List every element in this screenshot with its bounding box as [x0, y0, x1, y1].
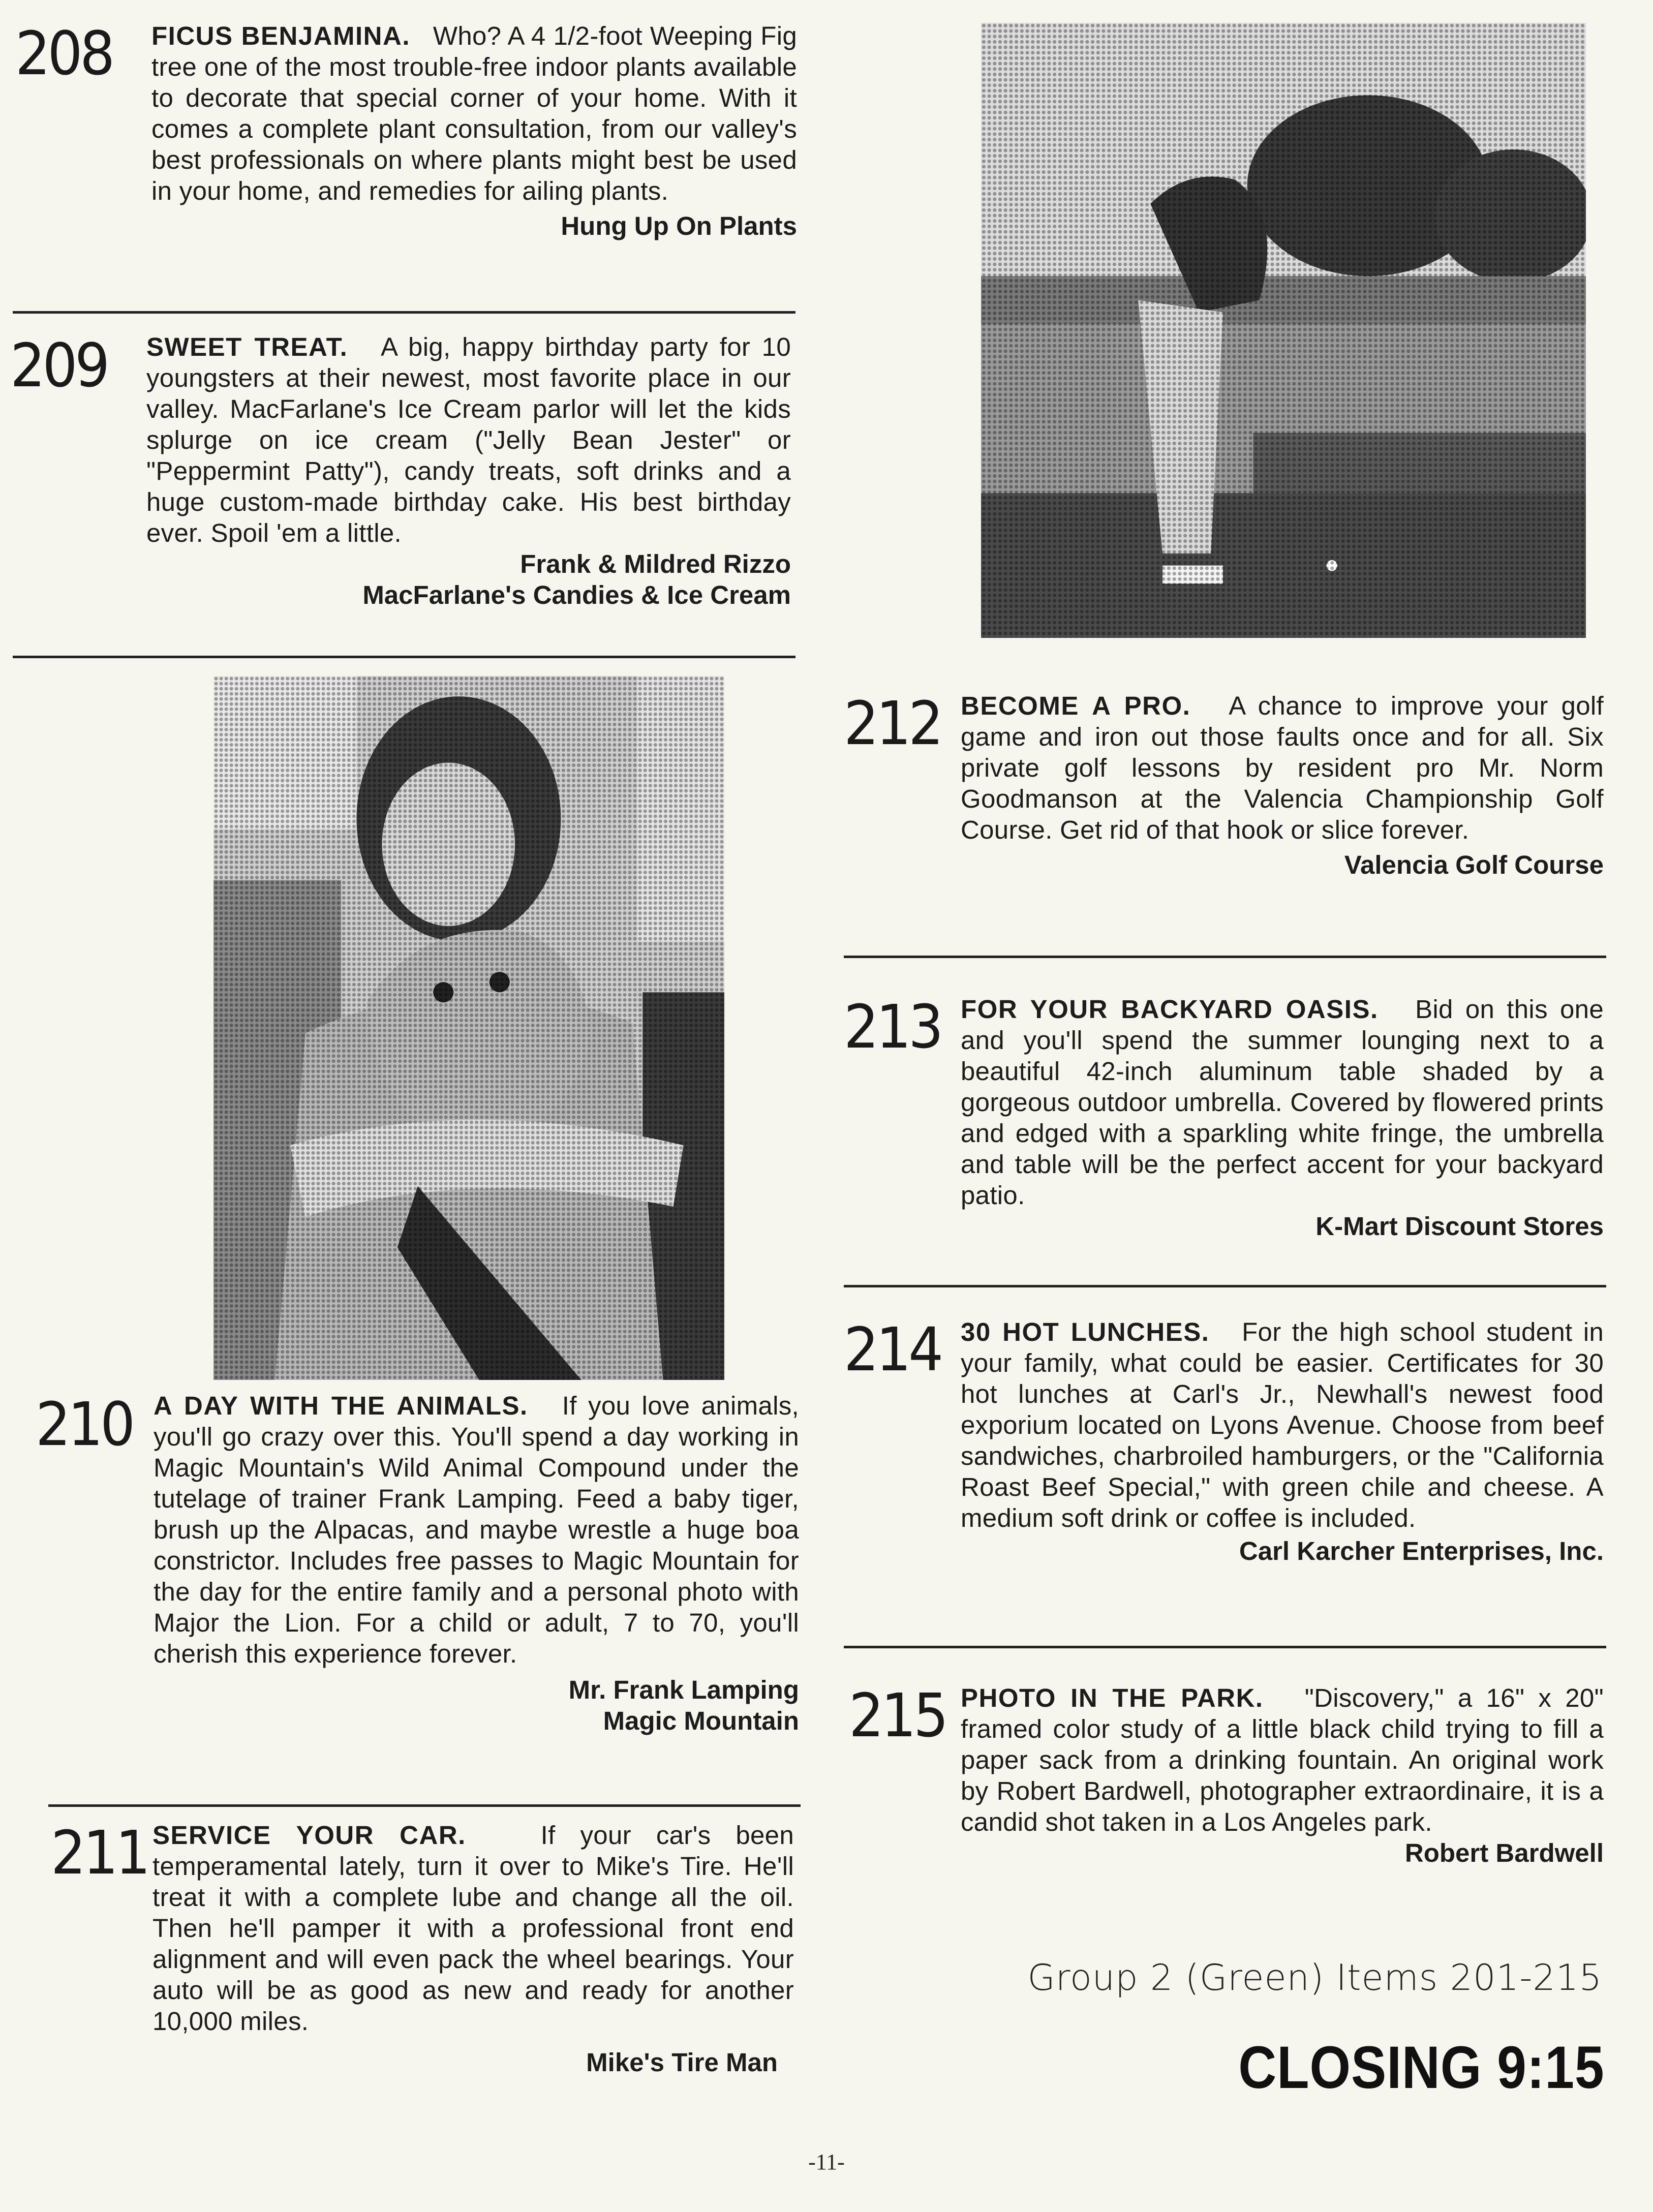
photo-girl-with-lion-cub — [213, 676, 724, 1380]
item-text: For the high school student in your family, what could be easier. Certificates for 30 hot lunches at Carl's Jr., Newhall's newest food exporium located on Lyons Avenue. Choose from beef sandwiches, charbroiled hamburgers, or the "California Roast Beef Special," with green chile and cheese. A medium soft drink or coffee is included. — [961, 1317, 1604, 1532]
item-number: 208 — [15, 18, 112, 88]
item-text: Who? A 4 1/2-foot Weeping Fig tree one of the most trouble-free indoor plants available to decorate that special corner of your home. With it comes a complete plant consultation, from our valley's best professionals on where plants might best be used in your home, and remedies for ailing plants. — [151, 21, 797, 205]
auction-item-213 — [844, 994, 1606, 1242]
auction-item-211 — [51, 1820, 795, 2078]
divider — [844, 1285, 1606, 1287]
item-description — [154, 1390, 799, 1669]
auction-item-212 — [844, 690, 1606, 880]
divider — [13, 656, 795, 658]
item-text: A big, happy birthday party for 10 youngsters at their newest, most favorite place in our valley. MacFarlane's Ice Cream parlor will let the kids splurge on ice cream ("Jelly Bean Jester" or "Peppermint Patty"), candy treats, soft drinks and a huge custom-made birthday cake. His best birthday ever. Spoil 'em a little. — [146, 332, 791, 547]
page-number: -11- — [808, 2149, 845, 2174]
item-donor: Frank & Mildred Rizzo — [520, 549, 791, 578]
item-title: FOR YOUR BACKYARD OASIS. — [961, 995, 1379, 1024]
group-label: Group 2 (Green) Items 201-215 — [1027, 1957, 1602, 1999]
item-number: 215 — [849, 1680, 946, 1750]
item-number: 210 — [36, 1389, 133, 1459]
divider — [844, 1646, 1606, 1648]
golf-photo-illustration — [981, 23, 1586, 638]
auction-item-214 — [844, 1316, 1606, 1566]
auction-item-215 — [849, 1682, 1606, 1868]
item-text: Bid on this one and you'll spend the summer lounging next to a beautiful 42-inch aluminum table shaded by a gorgeous outdoor umbrella. Covered by flowered prints and edged with a sparkling white fringe, the umbrella and table will be the perfect accent for your backyard patio. — [961, 995, 1604, 1210]
photo-golfer-swinging — [981, 23, 1586, 638]
item-title: BECOME A PRO. — [961, 691, 1191, 720]
item-title: SERVICE YOUR CAR. — [152, 1821, 466, 1850]
item-description — [146, 331, 791, 548]
item-title: FICUS BENJAMINA. — [151, 21, 411, 50]
item-description — [151, 20, 797, 206]
item-text: A chance to improve your golf game and iron out those faults once and for all. Six private golf lessons by resident pro Mr. Norm Goodmanson at the Valencia Championship Golf Course. Get rid of that hook or slice forever. — [961, 691, 1604, 844]
item-description — [961, 994, 1604, 1211]
closing-time: CLOSING 9:15 — [1238, 2034, 1605, 2101]
item-title: PHOTO IN THE PARK. — [961, 1683, 1264, 1712]
item-number: 212 — [844, 688, 941, 758]
auction-item-210 — [36, 1390, 801, 1736]
item-text: If your car's been temperamental lately, turn it over to Mike's Tire. He'll treat it with a complete lube and change all the oil. Then he'll pamper it with a professional front end alignment and will even pack the wheel bearings. Your auto will be as good as new and ready for another 10,000 miles. — [152, 1821, 794, 2036]
item-number: 209 — [10, 330, 107, 401]
divider — [13, 311, 795, 314]
item-number: 211 — [51, 1818, 148, 1888]
divider — [844, 956, 1606, 958]
auction-item-208 — [15, 20, 798, 241]
item-donor: Robert Bardwell — [1404, 1838, 1604, 1867]
item-donor: Hung Up On Plants — [561, 211, 797, 240]
item-donor: K-Mart Discount Stores — [1315, 1212, 1604, 1241]
item-description — [961, 1682, 1604, 1837]
item-donor: Mike's Tire Man — [586, 2048, 778, 2077]
item-description — [152, 1820, 794, 2037]
item-title: A DAY WITH THE ANIMALS. — [154, 1391, 528, 1420]
item-title: 30 HOT LUNCHES. — [961, 1317, 1210, 1346]
item-text: If you love animals, you'll go crazy over this. You'll spend a day working in Magic Mountain's Wild Animal Compound under the tutelage of trainer Frank Lamping. Feed a baby tiger, brush up the Alpacas, and maybe wrestle a huge boa constrictor. Includes free passes to Magic Mountain for the day for the entire family and a personal photo with Major the Lion. For a child or adult, 7 to 70, you'll cherish this experience forever. — [154, 1391, 799, 1668]
lion-cub-photo-illustration — [213, 676, 724, 1380]
item-description — [961, 1316, 1604, 1533]
item-number: 214 — [844, 1314, 941, 1385]
item-donor: Mr. Frank Lamping — [568, 1675, 799, 1704]
item-text: "Discovery," a 16" x 20" framed color study of a little black child trying to fill a paper sack from a drinking fountain. An original work by Robert Bardwell, photographer extraordinaire, it is a candid shot taken in a Los Angeles park. — [961, 1683, 1604, 1836]
item-donor: MacFarlane's Candies & Ice Cream — [362, 580, 791, 609]
item-donor: Magic Mountain — [603, 1706, 799, 1735]
item-description — [961, 690, 1604, 845]
item-title: SWEET TREAT. — [146, 332, 348, 361]
item-number: 213 — [844, 992, 941, 1062]
divider — [48, 1804, 801, 1807]
item-donor: Valencia Golf Course — [1344, 850, 1604, 879]
auction-item-209 — [10, 331, 793, 610]
item-donor: Carl Karcher Enterprises, Inc. — [1239, 1537, 1604, 1565]
